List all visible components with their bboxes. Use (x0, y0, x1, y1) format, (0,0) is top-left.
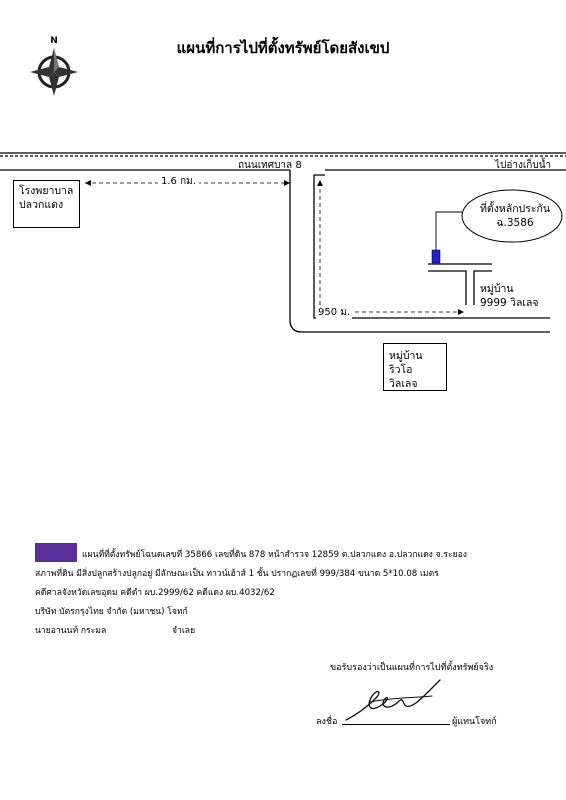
property-label-line2: ฉ.3586 (496, 217, 534, 229)
direction-label: ไปอ่างเก็บน้ำ (495, 160, 552, 171)
soi-road-left (428, 271, 466, 305)
details-line3: คดีศาลจังหวัดเลขอุดม คดีดำ ผบ.2999/62 คดีแดง ผบ.4032/62 (35, 588, 275, 598)
hospital-label-line1: โรงพยาบาล (19, 185, 74, 197)
village-9999-line2: 9999 วิลเลจ (480, 297, 539, 309)
details-line2: สภาพที่ดิน มีสิ่งปลูกสร้างปลูกอยู่ มีลักษณะเป็น ทาวน์เฮ้าส์ 1 ชั้น ปรากฏเลขที่ 999/384 ขนาด 5*10.08 เมตร (35, 569, 439, 579)
details-line1: แผนที่ที่ตั้งทรัพย์โฉนดเลขที่ 35866 เลขที่ดิน 878 หน้าสำรวจ 12859 ต.ปลวกแดง อ.ปลวกแดง จ.ระยอง (82, 550, 467, 560)
page-title: แผนที่การไปที่ตั้งทรัพย์โดยสังเขป (176, 39, 390, 57)
village-rivo-line1: หมู่บ้าน (389, 350, 423, 362)
hospital-box (13, 180, 80, 228)
village-9999-line1: หมู่บ้าน (480, 283, 514, 295)
handwritten-signature (340, 676, 450, 726)
road-distance-label: 950 ม. (318, 307, 351, 318)
property-callout-text (470, 202, 560, 230)
village-9999-label (480, 282, 539, 310)
signature-prefix: ลงชื่อ (316, 717, 338, 727)
legend-swatch (35, 543, 77, 562)
main-road-label: ถนนเทศบาล 8 (238, 160, 302, 171)
certification-statement: ขอรับรองว่าเป็นแผนที่การไปที่ตั้งทรัพย์จริง (330, 663, 494, 673)
village-rivo-box (383, 343, 447, 391)
signature-suffix: ผู้แทนโจทก์ (452, 717, 497, 727)
details-defendant-name: นายอานนท์ กระมล (35, 626, 107, 636)
details-line4: บริษัท บัตรกรุงไทย จำกัด (มหาชน) โจทก์ (35, 607, 188, 617)
hospital-distance-label: 1.6 กม. (158, 174, 199, 189)
north-label: N (50, 36, 58, 46)
property-label-line1: ที่ตั้งหลักประกัน (479, 203, 551, 215)
hospital-label-line2: ปลวกแดง (19, 199, 64, 211)
details-defendant-role: จำเลย (172, 626, 196, 636)
village-rivo-line2: ริวโอ วิลเลจ (389, 364, 418, 390)
property-marker (432, 250, 440, 263)
